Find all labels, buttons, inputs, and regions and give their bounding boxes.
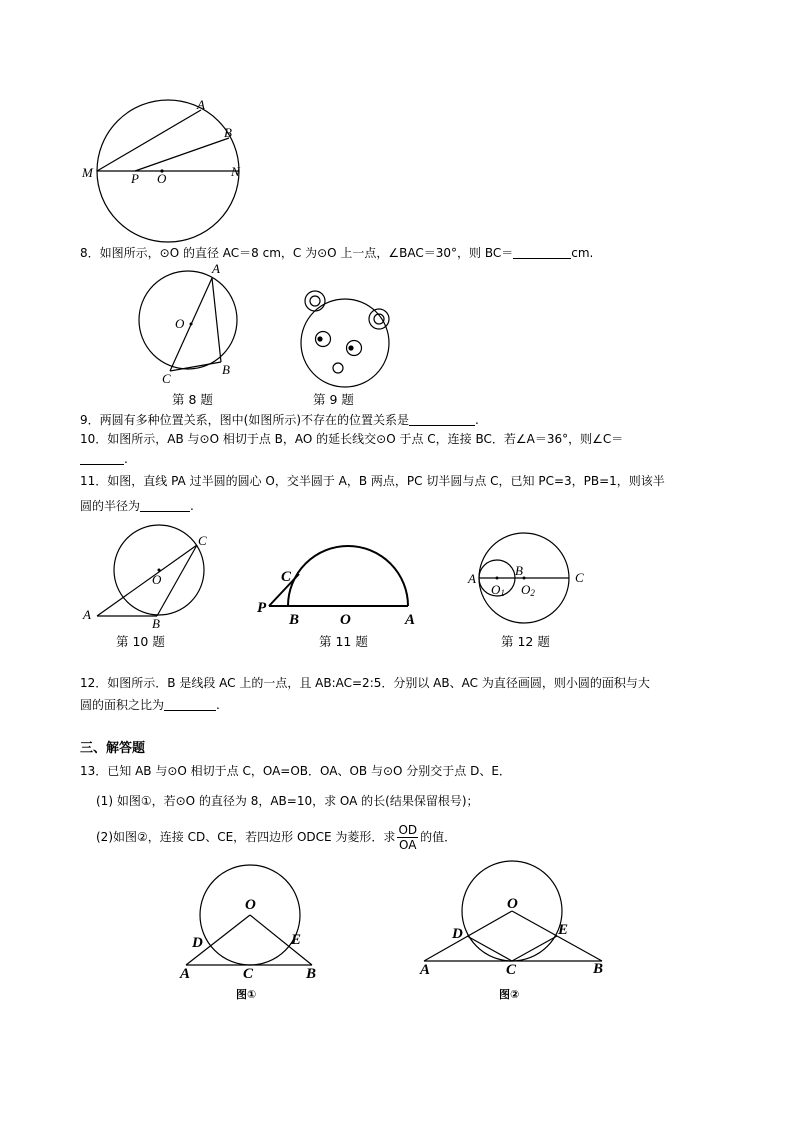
label-N: N: [231, 164, 240, 179]
figure-13-1: [172, 862, 337, 980]
answer-blank[interactable]: [409, 413, 475, 426]
figure-11-caption: 第 11 题: [319, 634, 368, 649]
answer-blank[interactable]: [164, 698, 216, 711]
label-O: O: [340, 612, 351, 628]
label-B: B: [593, 961, 604, 977]
label-O: O: [157, 171, 167, 186]
figure-10-caption: 第 10 题: [116, 634, 165, 649]
question-9-end: .: [475, 413, 479, 427]
figure-13-2-caption: 图②: [499, 988, 520, 1001]
label-O: O: [152, 572, 162, 587]
question-12: [80, 675, 650, 691]
question-11-text: 11．如图，直线 PA 过半圆的圆心 O，交半圆于 A，B 两点，PC 切半圆与点 C，已知 PC=3，PB=1，则该半: [80, 474, 665, 488]
question-13-text: 13．已知 AB 与⊙O 相切于点 C，OA=OB．OA、OB 与⊙O 分别交于点 D、E．: [80, 764, 511, 778]
question-12-text-2: 圆的面积之比为: [80, 698, 165, 712]
figure-12-caption: 第 12 题: [501, 634, 550, 649]
figure-8: [130, 262, 250, 387]
question-11-line2: [80, 498, 194, 514]
figure-9: [290, 286, 405, 391]
fraction-numerator: OD: [398, 823, 418, 837]
question-9-text: 9．两圆有多种位置关系，图中(如图所示)不存在的位置关系是: [80, 413, 410, 427]
label-C: C: [575, 570, 584, 585]
answer-blank[interactable]: [513, 246, 571, 259]
label-B: B: [289, 612, 300, 628]
label-C: C: [506, 962, 517, 978]
fraction-od-oa: [397, 823, 418, 852]
answer-blank[interactable]: [80, 452, 124, 465]
label-A: A: [83, 607, 91, 622]
question-13-part1: [96, 793, 479, 809]
label-B: B: [515, 563, 523, 578]
label-A: A: [405, 612, 416, 628]
label-D: D: [452, 926, 463, 942]
figure-13-1-caption: 图①: [236, 988, 257, 1001]
label-E: E: [558, 922, 569, 938]
answer-blank[interactable]: [140, 499, 190, 512]
label-E: E: [291, 932, 302, 948]
question-9: [80, 412, 479, 428]
figure-8-caption: 第 8 题: [172, 392, 213, 407]
label-D: D: [192, 935, 203, 951]
label-M: M: [82, 165, 93, 180]
label-B: B: [306, 966, 317, 982]
question-11-end: .: [190, 499, 194, 513]
label-C: C: [243, 966, 254, 982]
section-title: 三、解答题: [80, 741, 146, 756]
question-10-text: 10．如图所示，AB 与⊙O 相切于点 B，AO 的延长线交⊙O 于点 C，连接 BC．若∠A＝36°，则∠C＝: [80, 432, 624, 446]
label-O: O: [507, 896, 518, 912]
question-13-part2-end: 的值．: [420, 830, 457, 844]
label-A: A: [212, 261, 220, 276]
figure-top-circle: [80, 95, 260, 240]
question-13: [80, 763, 511, 779]
label-A: A: [468, 571, 476, 586]
question-10-line2: [80, 451, 128, 467]
label-B: B: [222, 362, 230, 377]
label-A: A: [180, 966, 191, 982]
question-13-part2: [96, 822, 456, 852]
question-11-text-2: 圆的半径为: [80, 499, 141, 513]
label-O2: O2: [521, 582, 535, 598]
question-12-line2: [80, 697, 220, 713]
label-A: A: [197, 97, 205, 112]
question-13-part1-text: (1) 如图①，若⊙O 的直径为 8，AB=10，求 OA 的长(结果保留根号)；: [96, 794, 479, 808]
figure-10: [82, 522, 217, 632]
figure-13-2: [412, 858, 612, 978]
question-10: [80, 431, 623, 447]
question-11: [80, 473, 665, 489]
label-B: B: [152, 616, 160, 631]
question-12-end: .: [216, 698, 220, 712]
label-B: B: [224, 125, 232, 140]
label-O: O: [175, 316, 185, 331]
question-13-part2-text: (2)如图②，连接 CD、CE，若四边形 ODCE 为菱形．求: [96, 830, 396, 844]
label-C: C: [281, 569, 292, 585]
label-P: P: [131, 171, 139, 186]
question-10-end: .: [124, 452, 128, 466]
question-12-text: 12．如图所示．B 是线段 AC 上的一点，且 AB:AC=2:5．分别以 AB、AC 为直径画圆，则小圆的面积与大: [80, 676, 650, 690]
fraction-denominator: OA: [399, 838, 417, 852]
label-A: A: [420, 962, 431, 978]
label-C: C: [162, 371, 171, 386]
question-8-unit: cm.: [571, 246, 594, 260]
figure-11: [255, 535, 430, 630]
figure-9-caption: 第 9 题: [313, 392, 354, 407]
question-8-text: 8．如图所示，⊙O 的直径 AC＝8 cm，C 为⊙O 上一点，∠BAC＝30°，则 BC＝: [80, 246, 514, 260]
figure-12: [462, 528, 597, 628]
label-O1: O1: [491, 582, 505, 598]
question-8: [80, 245, 593, 261]
label-C: C: [198, 533, 207, 548]
label-O: O: [245, 897, 256, 913]
label-P: P: [257, 600, 267, 616]
